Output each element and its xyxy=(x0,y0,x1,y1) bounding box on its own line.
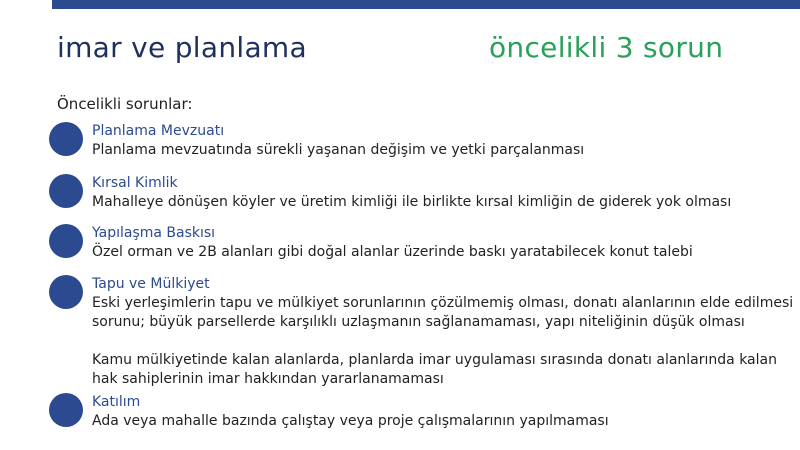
item-description-secondary: Kamu mülkiyetinde kalan alanlarda, planlarda imar uygulaması sırasında donatı alanlarında kalan hak sahiplerinin imar hakkından yararlanamaması xyxy=(92,352,777,387)
item-title: Tapu ve Mülkiyet xyxy=(92,276,210,292)
bullet-circle-icon xyxy=(49,393,83,427)
item-description: Ada veya mahalle bazında çalıştay veya proje çalışmalarının yapılmaması xyxy=(92,413,609,429)
top-accent-bar xyxy=(52,0,800,9)
item-description: Özel orman ve 2B alanları gibi doğal alanlar üzerinde baskı yaratabilecek konut talebi xyxy=(92,244,693,260)
bullet-circle-icon xyxy=(49,122,83,156)
item-title: Yapılaşma Baskısı xyxy=(92,225,216,241)
item-description: Mahalleye dönüşen köyler ve üretim kimliği ile birlikte kırsal kimliğin de giderek yok olması xyxy=(92,194,732,210)
slide-subtitle: öncelikli 3 sorun xyxy=(489,31,724,64)
intro-label: Öncelikli sorunlar: xyxy=(57,95,193,113)
bullet-circle-icon xyxy=(49,275,83,309)
slide-title: imar ve planlama xyxy=(57,31,307,64)
bullet-circle-icon xyxy=(49,224,83,258)
item-title: Planlama Mevzuatı xyxy=(92,123,225,139)
bullet-circle-icon xyxy=(49,174,83,208)
item-description: Planlama mevzuatında sürekli yaşanan değişim ve yetki parçalanması xyxy=(92,142,585,158)
item-title: Kırsal Kimlik xyxy=(92,175,178,191)
item-description: Eski yerleşimlerin tapu ve mülkiyet sorunlarının çözülmemiş olması, donatı alanlarının elde edilmesi sorunu; büyük parsellerde karşılıklı uzlaşmanın sağlanamaması, yapı niteliğinin düşük olması xyxy=(92,295,794,330)
item-title: Katılım xyxy=(92,394,141,410)
